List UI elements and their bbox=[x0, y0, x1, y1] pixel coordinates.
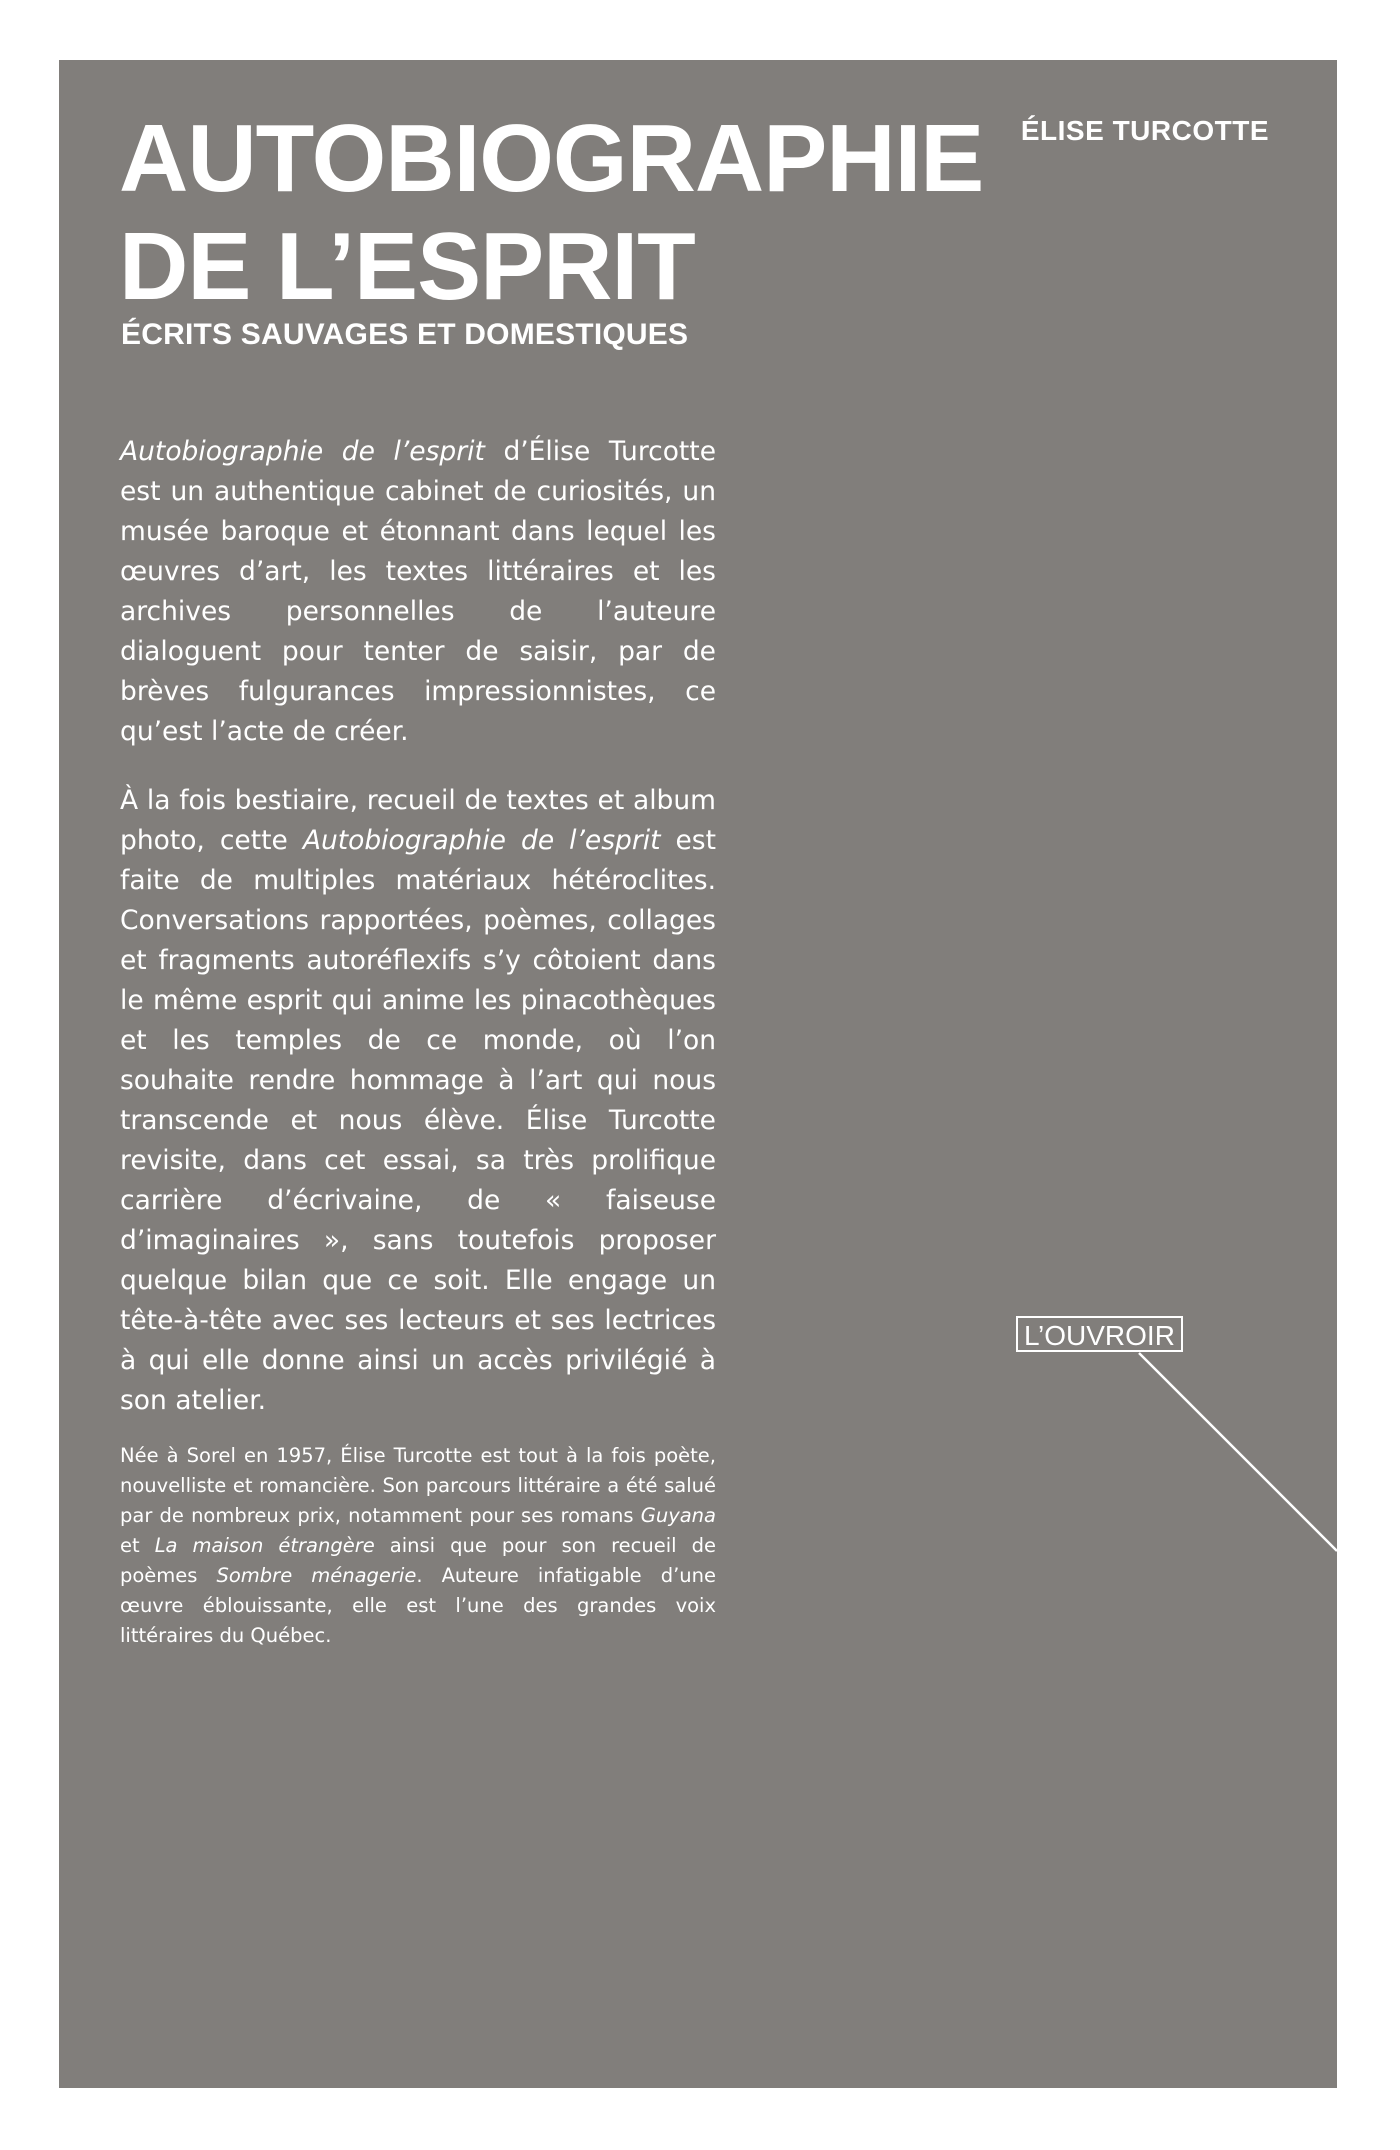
bio-book-guyana: Guyana bbox=[640, 1504, 716, 1527]
book-back-cover bbox=[59, 60, 1337, 2088]
description-title-italic-1: Autobiographie de l’esprit bbox=[120, 436, 485, 467]
title-line-2: DE L’ESPRIT bbox=[119, 213, 695, 320]
description bbox=[120, 432, 716, 1450]
bio-text-3: ainsi que pour son recueil de poèmes bbox=[120, 1534, 717, 1587]
description-text-1: d’Élise Turcotte est un authentique cabinet de curiosités, un musée baroque et étonnant dans lequel les œuvres d’art, les textes littéraires et les archives personnelles de l’auteure dialoguent pour tenter de saisir, par de brèves fulgurances impressionnistes, ce qu’est l’acte de créer. bbox=[120, 436, 716, 747]
description-paragraph-2 bbox=[120, 781, 716, 1421]
book-title bbox=[119, 105, 983, 321]
bio-text-1: Née à Sorel en 1957, Élise Turcotte est tout à la fois poète, nouvelliste et romancière. Son parcours littéraire a été salué par de nombreux prix, notamment pour ses romans bbox=[120, 1444, 716, 1527]
bio-text-4: . Auteure infatigable d’une œuvre éblouissante, elle est l’une des grandes voix littéraires du Québec. bbox=[120, 1564, 716, 1647]
description-paragraph-1 bbox=[120, 432, 716, 752]
author-bio-paragraph bbox=[120, 1441, 716, 1651]
book-subtitle: ÉCRITS SAUVAGES ET DOMESTIQUES bbox=[121, 318, 689, 351]
description-title-italic-2: Autobiographie de l’esprit bbox=[302, 825, 661, 856]
author-name: ÉLISE TURCOTTE bbox=[1020, 115, 1269, 146]
description-text-2b: est faite de multiples matériaux hétéroclites. Conversations rapportées, poèmes, collages et fragments autoréflexifs s’y côtoient dans le même esprit qui anime les pinacothèques et les temples de ce monde, où l’on souhaite rendre hommage à l’art qui nous transcende et nous élève. Élise Turcotte revisite, dans cet essai, sa très prolifique carrière d’écrivaine, de « faiseuse d’imaginaires », sans toutefois proposer quelque bilan que ce soit. Elle engage un tête-à-tête avec ses lecteurs et ses lectrices à qui elle donne ainsi un accès privilégié à son atelier. bbox=[120, 825, 716, 1416]
author-bio bbox=[120, 1441, 716, 1651]
bio-book-la-maison-etrangere: La maison étrangère bbox=[154, 1534, 375, 1557]
publisher-logo: L’OUVROIR bbox=[1016, 1316, 1183, 1352]
title-line-1: AUTOBIOGRAPHIE bbox=[119, 105, 984, 212]
description-text-2a: À la fois bestiaire, recueil de textes et album photo, cette bbox=[120, 785, 716, 856]
bio-book-sombre-menagerie: Sombre ménagerie bbox=[216, 1564, 417, 1587]
bio-text-2: et bbox=[120, 1534, 155, 1557]
